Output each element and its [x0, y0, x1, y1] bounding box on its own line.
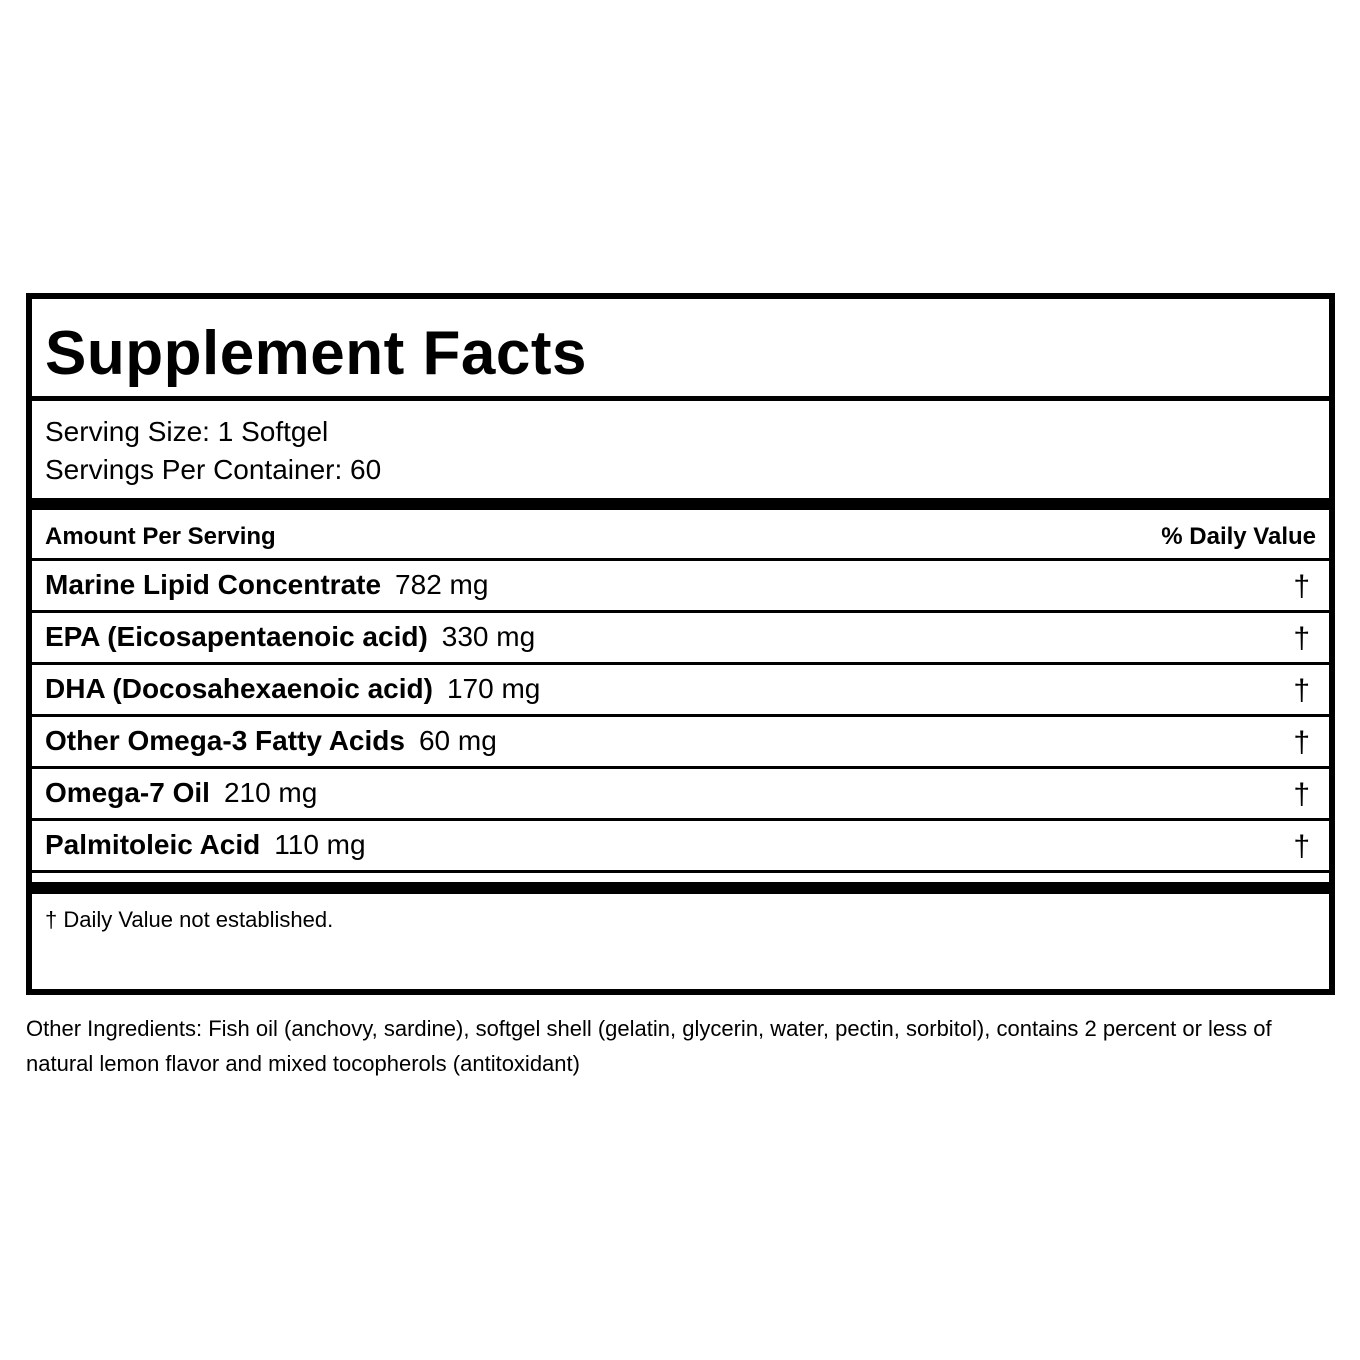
other-ingredients: Other Ingredients: Fish oil (anchovy, sardine), softgel shell (gelatin, glycerin, water, pectin, sorbitol), contains 2 percent or less of natural lemon flavor and mixed tocopherols (antitoxidant)	[26, 1016, 1272, 1076]
row-divider	[32, 818, 1329, 821]
nutrient-row	[45, 563, 1316, 607]
title-divider	[32, 396, 1329, 401]
daily-value-label: % Daily Value	[1161, 523, 1316, 550]
daily-value-footnote: † Daily Value not established.	[45, 907, 334, 932]
nutrient-row	[45, 771, 1316, 815]
serving-size: Serving Size: 1 Softgel	[45, 416, 329, 447]
row-divider	[32, 662, 1329, 665]
nutrient-name: Other Omega-3 Fatty Acids	[45, 725, 405, 756]
nutrient-daily-value: †	[1293, 778, 1310, 811]
nutrient-name: EPA (Eicosapentaenoic acid)	[45, 621, 428, 652]
nutrient-daily-value: †	[1293, 622, 1310, 655]
row-divider	[32, 870, 1329, 873]
amount-per-serving-label: Amount Per Serving	[45, 523, 276, 550]
column-header-row	[45, 517, 1316, 557]
supplement-facts-panel	[26, 293, 1335, 995]
bottom-thick-divider	[32, 882, 1329, 894]
header-divider	[32, 558, 1329, 561]
nutrient-daily-value: †	[1293, 830, 1310, 863]
nutrient-amount: 782 mg	[395, 569, 489, 600]
nutrient-amount: 170 mg	[446, 673, 541, 704]
nutrient-name: Palmitoleic Acid	[45, 829, 261, 860]
nutrient-row	[45, 615, 1316, 659]
panel-title: Supplement Facts	[45, 319, 587, 388]
nutrient-name: Omega-7 Oil	[45, 777, 210, 808]
nutrient-row	[45, 823, 1316, 867]
serving-thick-divider	[32, 498, 1329, 510]
nutrient-amount: 60 mg	[418, 725, 497, 756]
row-divider	[32, 714, 1329, 717]
nutrient-daily-value: †	[1293, 674, 1310, 707]
nutrient-amount: 110 mg	[274, 829, 366, 860]
nutrient-amount: 330 mg	[441, 621, 536, 652]
row-divider	[32, 766, 1329, 769]
nutrient-daily-value: †	[1293, 570, 1310, 603]
servings-per-container: Servings Per Container: 60	[45, 454, 382, 485]
nutrient-amount: 210 mg	[223, 777, 318, 808]
nutrient-row	[45, 667, 1316, 711]
nutrient-name: DHA (Docosahexaenoic acid)	[45, 673, 433, 704]
nutrient-daily-value: †	[1293, 726, 1310, 759]
nutrient-name: Marine Lipid Concentrate	[45, 569, 382, 600]
row-divider	[32, 610, 1329, 613]
nutrient-row	[45, 719, 1316, 763]
